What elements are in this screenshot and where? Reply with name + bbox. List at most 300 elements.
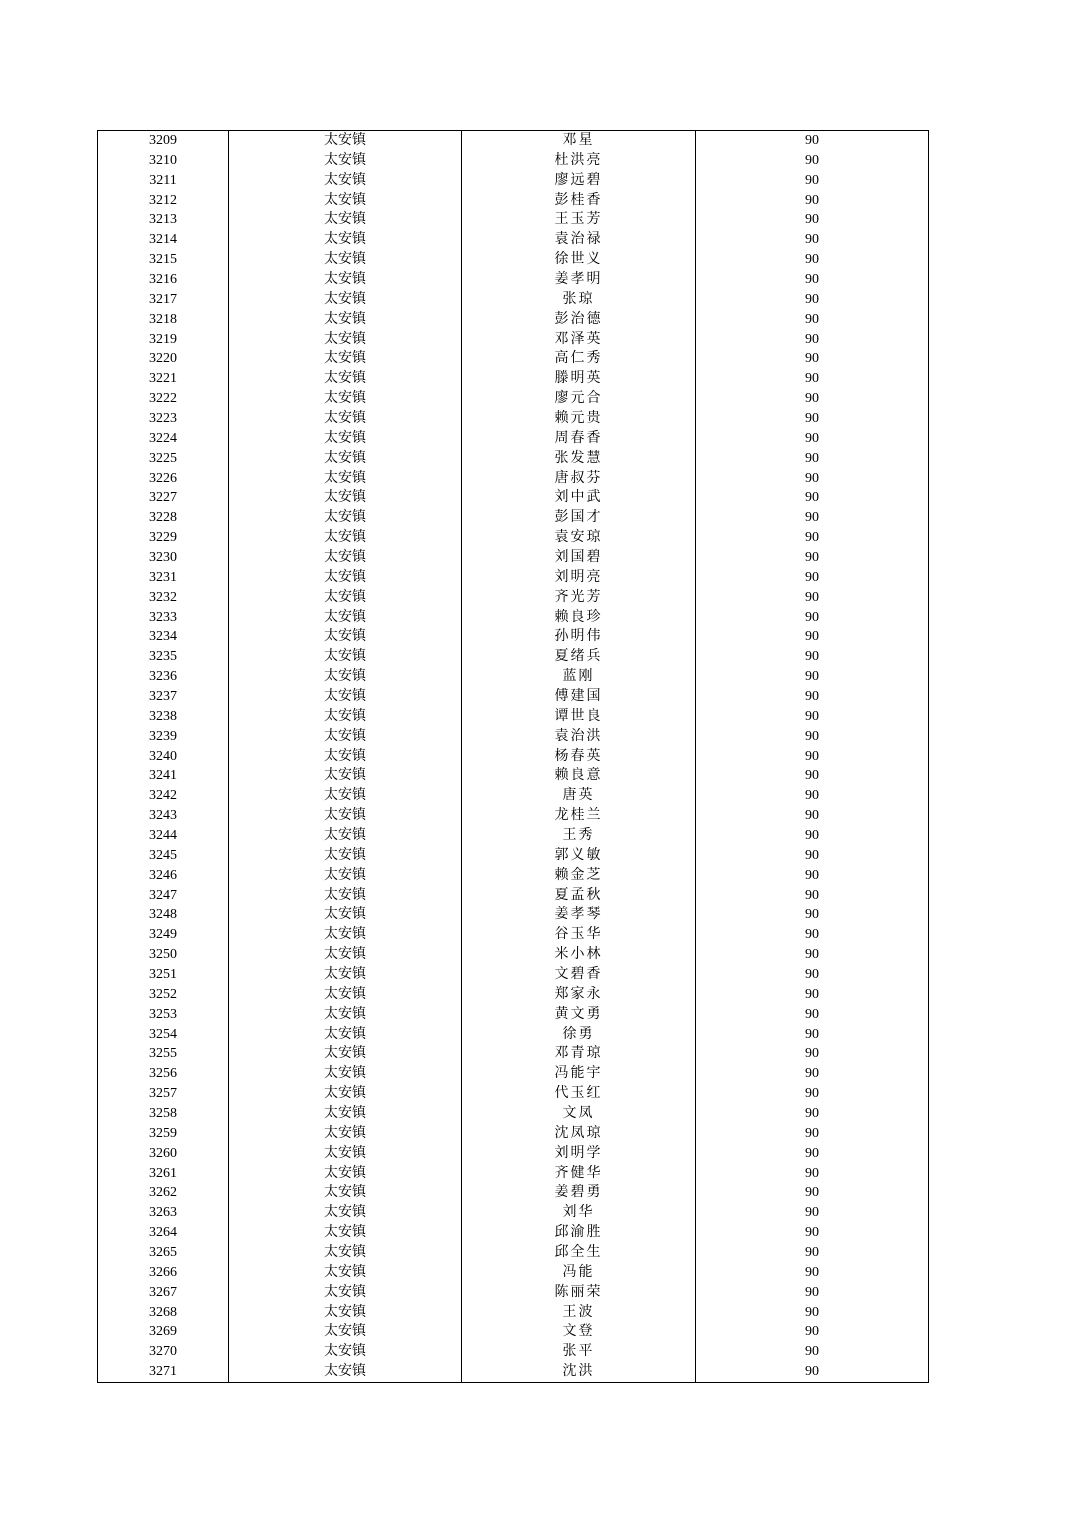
cell-town: 太安镇 [229,1362,462,1382]
table-row [98,131,929,151]
cell-serial-number: 3251 [98,965,229,985]
cell-amount: 90 [696,687,929,707]
table-row [98,627,929,647]
cell-serial-number: 3248 [98,906,229,926]
cell-serial-number: 3244 [98,826,229,846]
cell-person-name: 陈丽荣 [462,1283,696,1303]
cell-amount: 90 [696,548,929,568]
table-row [98,1263,929,1283]
cell-person-name: 廖元合 [462,389,696,409]
cell-person-name: 刘中武 [462,488,696,508]
cell-serial-number: 3266 [98,1263,229,1283]
table-row [98,191,929,211]
cell-person-name: 夏绪兵 [462,647,696,667]
table-row [98,1283,929,1303]
cell-serial-number: 3270 [98,1342,229,1362]
cell-serial-number: 3260 [98,1144,229,1164]
cell-person-name: 王波 [462,1303,696,1323]
cell-serial-number: 3262 [98,1184,229,1204]
cell-serial-number: 3213 [98,210,229,230]
table-body [98,131,929,1383]
cell-serial-number: 3268 [98,1303,229,1323]
cell-amount: 90 [696,1164,929,1184]
table-row [98,449,929,469]
cell-serial-number: 3258 [98,1104,229,1124]
cell-town: 太安镇 [229,488,462,508]
cell-amount: 90 [696,1045,929,1065]
cell-serial-number: 3239 [98,727,229,747]
cell-amount: 90 [696,1283,929,1303]
cell-amount: 90 [696,727,929,747]
cell-serial-number: 3232 [98,588,229,608]
table-row [98,528,929,548]
cell-person-name: 姜孝明 [462,270,696,290]
cell-amount: 90 [696,866,929,886]
cell-person-name: 杜洪亮 [462,151,696,171]
table-row [98,1084,929,1104]
cell-person-name: 冯能宇 [462,1064,696,1084]
cell-serial-number: 3250 [98,945,229,965]
cell-person-name: 唐叔芬 [462,469,696,489]
cell-town: 太安镇 [229,826,462,846]
cell-amount: 90 [696,151,929,171]
cell-amount: 90 [696,647,929,667]
table-row [98,1045,929,1065]
cell-person-name: 邓青琼 [462,1045,696,1065]
cell-person-name: 赖良珍 [462,608,696,628]
cell-amount: 90 [696,131,929,151]
cell-serial-number: 3238 [98,707,229,727]
cell-amount: 90 [696,1342,929,1362]
cell-town: 太安镇 [229,1025,462,1045]
cell-amount: 90 [696,270,929,290]
cell-town: 太安镇 [229,508,462,528]
cell-serial-number: 3229 [98,528,229,548]
cell-person-name: 张琼 [462,290,696,310]
table-row [98,250,929,270]
table-row [98,1164,929,1184]
cell-town: 太安镇 [229,1263,462,1283]
cell-town: 太安镇 [229,1323,462,1343]
cell-town: 太安镇 [229,687,462,707]
cell-serial-number: 3249 [98,925,229,945]
cell-town: 太安镇 [229,1144,462,1164]
cell-serial-number: 3267 [98,1283,229,1303]
table-row [98,767,929,787]
cell-town: 太安镇 [229,449,462,469]
cell-town: 太安镇 [229,1104,462,1124]
cell-amount: 90 [696,1263,929,1283]
cell-person-name: 张平 [462,1342,696,1362]
cell-town: 太安镇 [229,1005,462,1025]
table-row [98,846,929,866]
cell-serial-number: 3210 [98,151,229,171]
table-row [98,1104,929,1124]
cell-amount: 90 [696,469,929,489]
cell-person-name: 赖元贵 [462,409,696,429]
table-row [98,707,929,727]
cell-town: 太安镇 [229,469,462,489]
cell-person-name: 王秀 [462,826,696,846]
cell-amount: 90 [696,449,929,469]
cell-amount: 90 [696,707,929,727]
cell-town: 太安镇 [229,528,462,548]
cell-town: 太安镇 [229,806,462,826]
cell-amount: 90 [696,886,929,906]
cell-person-name: 袁治洪 [462,727,696,747]
cell-amount: 90 [696,767,929,787]
cell-town: 太安镇 [229,588,462,608]
cell-amount: 90 [696,1084,929,1104]
cell-serial-number: 3217 [98,290,229,310]
cell-person-name: 徐勇 [462,1025,696,1045]
cell-person-name: 沈洪 [462,1362,696,1382]
cell-serial-number: 3228 [98,508,229,528]
table-row [98,290,929,310]
cell-town: 太安镇 [229,906,462,926]
cell-amount: 90 [696,1223,929,1243]
cell-town: 太安镇 [229,985,462,1005]
cell-amount: 90 [696,210,929,230]
cell-serial-number: 3247 [98,886,229,906]
cell-town: 太安镇 [229,1243,462,1263]
cell-town: 太安镇 [229,1164,462,1184]
cell-town: 太安镇 [229,608,462,628]
table-row [98,925,929,945]
cell-person-name: 刘明学 [462,1144,696,1164]
table-row [98,1025,929,1045]
cell-person-name: 滕明英 [462,369,696,389]
cell-serial-number: 3240 [98,747,229,767]
cell-person-name: 唐英 [462,786,696,806]
table-row [98,985,929,1005]
cell-serial-number: 3256 [98,1064,229,1084]
cell-person-name: 王玉芳 [462,210,696,230]
table-row [98,330,929,350]
cell-person-name: 彭桂香 [462,191,696,211]
cell-serial-number: 3259 [98,1124,229,1144]
cell-town: 太安镇 [229,151,462,171]
cell-person-name: 蓝刚 [462,667,696,687]
cell-person-name: 赖良意 [462,767,696,787]
cell-amount: 90 [696,1025,929,1045]
cell-serial-number: 3271 [98,1362,229,1382]
table-row [98,588,929,608]
cell-serial-number: 3224 [98,429,229,449]
cell-serial-number: 3235 [98,647,229,667]
table-row [98,945,929,965]
cell-amount: 90 [696,1362,929,1382]
cell-person-name: 廖远碧 [462,171,696,191]
cell-amount: 90 [696,667,929,687]
cell-town: 太安镇 [229,1184,462,1204]
cell-serial-number: 3212 [98,191,229,211]
cell-serial-number: 3216 [98,270,229,290]
cell-person-name: 夏孟秋 [462,886,696,906]
cell-town: 太安镇 [229,1084,462,1104]
table-row [98,1144,929,1164]
cell-serial-number: 3214 [98,230,229,250]
cell-town: 太安镇 [229,767,462,787]
table-row [98,1342,929,1362]
cell-town: 太安镇 [229,1064,462,1084]
cell-town: 太安镇 [229,647,462,667]
cell-serial-number: 3209 [98,131,229,151]
cell-serial-number: 3234 [98,627,229,647]
cell-amount: 90 [696,1303,929,1323]
cell-person-name: 彭国才 [462,508,696,528]
cell-amount: 90 [696,1323,929,1343]
cell-serial-number: 3264 [98,1223,229,1243]
cell-town: 太安镇 [229,727,462,747]
cell-amount: 90 [696,906,929,926]
cell-amount: 90 [696,747,929,767]
cell-amount: 90 [696,1124,929,1144]
cell-person-name: 郑家永 [462,985,696,1005]
cell-person-name: 齐光芳 [462,588,696,608]
cell-person-name: 傅建国 [462,687,696,707]
cell-town: 太安镇 [229,707,462,727]
cell-amount: 90 [696,1243,929,1263]
cell-serial-number: 3253 [98,1005,229,1025]
table-row [98,270,929,290]
cell-amount: 90 [696,508,929,528]
cell-person-name: 姜碧勇 [462,1184,696,1204]
cell-town: 太安镇 [229,667,462,687]
cell-town: 太安镇 [229,886,462,906]
cell-town: 太安镇 [229,270,462,290]
cell-amount: 90 [696,290,929,310]
cell-serial-number: 3225 [98,449,229,469]
table-row [98,1005,929,1025]
cell-person-name: 文凤 [462,1104,696,1124]
cell-town: 太安镇 [229,925,462,945]
cell-town: 太安镇 [229,310,462,330]
cell-serial-number: 3252 [98,985,229,1005]
cell-amount: 90 [696,1064,929,1084]
cell-town: 太安镇 [229,965,462,985]
cell-amount: 90 [696,250,929,270]
cell-amount: 90 [696,488,929,508]
cell-serial-number: 3269 [98,1323,229,1343]
cell-town: 太安镇 [229,1124,462,1144]
table-row [98,1203,929,1223]
cell-person-name: 袁安琼 [462,528,696,548]
cell-amount: 90 [696,1184,929,1204]
cell-amount: 90 [696,330,929,350]
cell-town: 太安镇 [229,409,462,429]
table-row [98,727,929,747]
cell-amount: 90 [696,389,929,409]
cell-serial-number: 3241 [98,767,229,787]
cell-person-name: 徐世义 [462,250,696,270]
table-row [98,1223,929,1243]
cell-amount: 90 [696,925,929,945]
cell-serial-number: 3236 [98,667,229,687]
table-row [98,210,929,230]
cell-amount: 90 [696,230,929,250]
cell-person-name: 刘明亮 [462,568,696,588]
cell-town: 太安镇 [229,131,462,151]
cell-town: 太安镇 [229,290,462,310]
cell-person-name: 姜孝琴 [462,906,696,926]
table-row [98,806,929,826]
cell-town: 太安镇 [229,191,462,211]
table-row [98,647,929,667]
cell-serial-number: 3261 [98,1164,229,1184]
cell-person-name: 张发慧 [462,449,696,469]
cell-amount: 90 [696,568,929,588]
cell-person-name: 邱渝胜 [462,1223,696,1243]
cell-town: 太安镇 [229,786,462,806]
cell-town: 太安镇 [229,349,462,369]
table-row [98,965,929,985]
subsidy-table [97,130,929,1383]
cell-serial-number: 3218 [98,310,229,330]
cell-town: 太安镇 [229,548,462,568]
cell-amount: 90 [696,191,929,211]
table-row [98,469,929,489]
cell-person-name: 文碧香 [462,965,696,985]
cell-person-name: 齐健华 [462,1164,696,1184]
table-row [98,389,929,409]
cell-person-name: 米小林 [462,945,696,965]
cell-town: 太安镇 [229,627,462,647]
table-row [98,349,929,369]
cell-person-name: 刘华 [462,1203,696,1223]
table-row [98,488,929,508]
cell-serial-number: 3265 [98,1243,229,1263]
cell-amount: 90 [696,171,929,191]
cell-amount: 90 [696,786,929,806]
table-row [98,906,929,926]
cell-person-name: 袁治禄 [462,230,696,250]
cell-person-name: 谭世良 [462,707,696,727]
cell-serial-number: 3211 [98,171,229,191]
cell-person-name: 龙桂兰 [462,806,696,826]
cell-serial-number: 3227 [98,488,229,508]
cell-town: 太安镇 [229,210,462,230]
table-row [98,151,929,171]
table-row [98,866,929,886]
cell-person-name: 邓泽英 [462,330,696,350]
cell-person-name: 郭义敏 [462,846,696,866]
cell-serial-number: 3246 [98,866,229,886]
cell-person-name: 沈凤琼 [462,1124,696,1144]
cell-town: 太安镇 [229,1303,462,1323]
cell-person-name: 杨春英 [462,747,696,767]
cell-person-name: 赖金芝 [462,866,696,886]
cell-serial-number: 3226 [98,469,229,489]
cell-amount: 90 [696,806,929,826]
cell-serial-number: 3242 [98,786,229,806]
cell-amount: 90 [696,945,929,965]
table-row [98,310,929,330]
cell-town: 太安镇 [229,250,462,270]
cell-amount: 90 [696,1144,929,1164]
table-row [98,1323,929,1343]
cell-town: 太安镇 [229,389,462,409]
cell-person-name: 周春香 [462,429,696,449]
cell-amount: 90 [696,409,929,429]
cell-town: 太安镇 [229,1045,462,1065]
cell-amount: 90 [696,429,929,449]
cell-amount: 90 [696,1203,929,1223]
table-row [98,171,929,191]
cell-serial-number: 3220 [98,349,229,369]
cell-amount: 90 [696,627,929,647]
cell-serial-number: 3215 [98,250,229,270]
table-row [98,1303,929,1323]
table-row [98,1184,929,1204]
cell-person-name: 邱全生 [462,1243,696,1263]
table-row [98,786,929,806]
cell-amount: 90 [696,369,929,389]
cell-person-name: 孙明伟 [462,627,696,647]
cell-serial-number: 3243 [98,806,229,826]
cell-serial-number: 3221 [98,369,229,389]
table-row [98,409,929,429]
cell-amount: 90 [696,846,929,866]
cell-person-name: 谷玉华 [462,925,696,945]
cell-town: 太安镇 [229,1203,462,1223]
cell-amount: 90 [696,608,929,628]
cell-town: 太安镇 [229,945,462,965]
cell-person-name: 冯能 [462,1263,696,1283]
cell-serial-number: 3230 [98,548,229,568]
cell-person-name: 代玉红 [462,1084,696,1104]
table-row [98,1124,929,1144]
cell-person-name: 彭治德 [462,310,696,330]
table-row [98,826,929,846]
cell-amount: 90 [696,310,929,330]
table-row [98,568,929,588]
cell-town: 太安镇 [229,747,462,767]
table-row [98,230,929,250]
cell-amount: 90 [696,985,929,1005]
cell-serial-number: 3254 [98,1025,229,1045]
cell-serial-number: 3263 [98,1203,229,1223]
cell-town: 太安镇 [229,568,462,588]
cell-town: 太安镇 [229,230,462,250]
table-row [98,1243,929,1263]
table-row [98,687,929,707]
table-row [98,608,929,628]
cell-serial-number: 3231 [98,568,229,588]
cell-serial-number: 3237 [98,687,229,707]
cell-amount: 90 [696,349,929,369]
cell-person-name: 黄文勇 [462,1005,696,1025]
table-row [98,429,929,449]
cell-amount: 90 [696,528,929,548]
cell-serial-number: 3219 [98,330,229,350]
cell-serial-number: 3223 [98,409,229,429]
table-row [98,548,929,568]
table-row [98,1064,929,1084]
cell-town: 太安镇 [229,1283,462,1303]
cell-serial-number: 3255 [98,1045,229,1065]
cell-amount: 90 [696,1005,929,1025]
cell-town: 太安镇 [229,171,462,191]
cell-town: 太安镇 [229,846,462,866]
cell-person-name: 高仁秀 [462,349,696,369]
cell-amount: 90 [696,965,929,985]
table-row [98,747,929,767]
cell-serial-number: 3233 [98,608,229,628]
cell-town: 太安镇 [229,369,462,389]
cell-town: 太安镇 [229,1342,462,1362]
cell-town: 太安镇 [229,429,462,449]
